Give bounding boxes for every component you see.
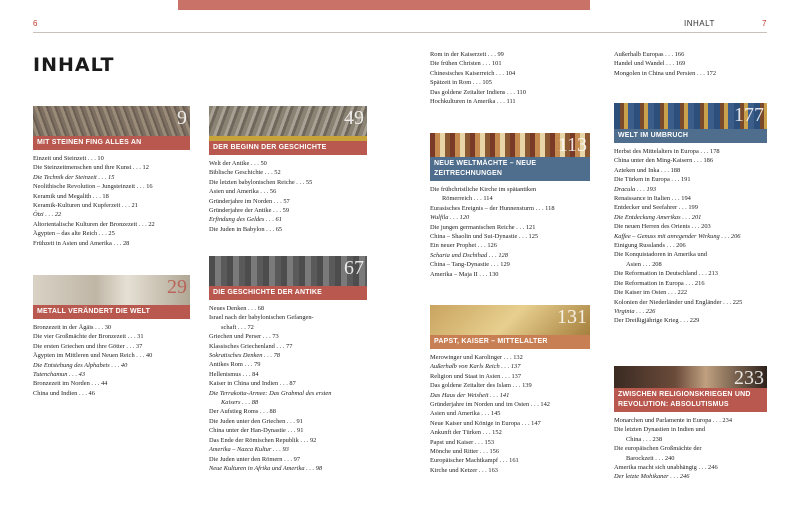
toc-entry: Die jungen germanischen Reiche . . . 121 (430, 223, 536, 231)
toc-list (430, 353, 590, 475)
toc-entry: Die Juden unter den Griechen . . . 91 (209, 417, 303, 425)
toc-entry: Asien und Amerika . . . 56 (209, 188, 277, 196)
toc-entry: Erfindung des Geldes . . . 61 (209, 216, 282, 224)
toc-list (430, 185, 590, 279)
toc-entry: Barockzeit . . . 240 (626, 454, 675, 462)
toc-entry: China . . . 238 (626, 435, 663, 443)
toc-entry: Tutenchamun . . . 43 (33, 371, 86, 379)
toc-entry: Ankunft der Türken . . . 152 (430, 429, 502, 437)
toc-entry: Altorientalische Kulturen der Bronzezeit . . . 22 (33, 220, 155, 228)
page-number: 6 (33, 19, 38, 28)
section-page-number: 233 (734, 367, 764, 388)
toc-entry: Handel und Wandel . . . 169 (614, 60, 686, 68)
header-rule (33, 32, 400, 33)
royal-portrait-image (614, 366, 767, 388)
toc-entry: Asien . . . 208 (626, 260, 662, 268)
toc-entry: Der Dreißigjährige Krieg . . . 229 (614, 317, 700, 325)
header-rule (400, 32, 767, 33)
toc-entry: Die Juden unter den Römern . . . 97 (209, 455, 301, 463)
section-heading: METALL VERÄNDERT DIE WELT (33, 305, 190, 319)
toc-entry: Der Aufstieg Roms . . . 88 (209, 408, 276, 416)
toc-entry: Herbst des Mittelalters in Europa . . . 178 (614, 148, 720, 155)
toc-entry: China unter den Ming-Kaisern . . . 186 (614, 157, 714, 165)
toc-entry: Hellenismus . . . 84 (209, 370, 259, 378)
toc-entry: Die europäischen Großmächte der (614, 445, 702, 453)
toc-entry: Dracula . . . 193 (614, 185, 657, 193)
top-color-bar (400, 0, 590, 10)
toc-entry: Das goldene Zeitalter Indiens . . . 110 (430, 88, 526, 96)
toc-entry: Das Haus der Weisheit . . . 141 (430, 391, 510, 399)
toc-continuation-col1 (430, 50, 590, 106)
toc-entry: Klassisches Griechenland . . . 77 (209, 342, 293, 350)
toc-entry: Monarchen und Parlamente in Europa . . . 234 (614, 417, 733, 424)
section-antike (209, 256, 367, 473)
toc-entry: Die letzten Dynastien in Indien und (614, 426, 706, 434)
section-religionskriege (614, 366, 767, 482)
toc-entry: Amerika – Nazca Kultur . . . 93 (209, 446, 289, 454)
toc-entry: Kaisers . . . 88 (221, 399, 259, 407)
toc-entry: Die ersten Griechen und ihre Götter . . . 37 (33, 342, 143, 350)
toc-entry: Die neuen Herren des Orients . . . 203 (614, 223, 711, 231)
toc-entry: Ötzi . . . 22 (33, 211, 62, 219)
toc-entry: Griechen und Perser . . . 73 (209, 333, 279, 341)
toc-entry: Die Steinzeitmenschen und ihre Kunst . . . 12 (33, 164, 149, 172)
section-heading: DIE GESCHICHTE DER ANTIKE (209, 286, 367, 300)
section-heading: NEUE WELTMÄCHTE – NEUE ZEITRECHNUNGEN (430, 157, 590, 181)
toc-entry: Die Konquistadoren in Amerika und (614, 251, 708, 259)
toc-list (430, 50, 590, 106)
section-heading: WELT IM UMBRUCH (614, 129, 767, 143)
right-page (400, 0, 800, 518)
toc-entry: Neue Kulturen in Afrika und Amerika . . . 98 (209, 464, 323, 472)
toc-entry: Ein neuer Prophet . . . 126 (430, 242, 497, 250)
toc-entry: Amerika macht sich unabhängig . . . 246 (614, 464, 718, 472)
toc-entry: Das Ende der Römischen Republik . . . 92 (209, 436, 317, 444)
section-mit-steinen (33, 106, 190, 248)
pope-portrait-image (430, 305, 590, 335)
toc-entry: Ägypten – das alte Reich . . . 25 (33, 230, 115, 238)
toc-entry: Chinesisches Kaiserreich . . . 104 (430, 69, 516, 77)
running-head: INHALT (684, 19, 715, 28)
toc-entry: Antikes Rom . . . 79 (209, 361, 261, 369)
toc-entry: Entdecker und Seefahrer . . . 199 (614, 204, 698, 212)
toc-entry: Kirche und Ketzer . . . 163 (430, 466, 498, 474)
section-heading: DER BEGINN DER GESCHICHTE (209, 136, 367, 155)
toc-entry: Europäischer Machtkampf . . . 161 (430, 457, 519, 465)
section-metall (33, 275, 190, 398)
toc-entry: Die Türken in Europa . . . 191 (614, 176, 691, 184)
toc-entry: Bronzezeit in der Ägäis . . . 30 (33, 324, 112, 331)
stone-tools-image (33, 106, 190, 136)
section-page-number: 177 (734, 104, 764, 126)
toc-entry: Keramik-Kulturen und Kupferzeit . . . 21 (33, 202, 138, 210)
toc-entry: Hochkulturen in Amerika . . . 111 (430, 98, 516, 106)
toc-entry: Rom in der Kaiserzeit . . . 99 (430, 51, 504, 58)
toc-entry: Ägypten im Mittleren und Neuen Reich . . . 40 (33, 352, 153, 360)
toc-entry: Israel nach der babylonischen Gefangen- (209, 314, 314, 322)
section-page-number: 9 (177, 107, 187, 129)
toc-entry: Spätzeit in Rom . . . 105 (430, 79, 492, 87)
section-papst-kaiser (430, 305, 590, 475)
toc-list (33, 323, 190, 398)
toc-entry: China und Indien . . . 46 (33, 389, 95, 397)
toc-entry: Die vier Großmächte der Bronzezeit . . . 31 (33, 333, 144, 341)
toc-entry: Welt der Antike . . . 50 (209, 160, 267, 167)
toc-list (209, 159, 367, 234)
section-page-number: 29 (167, 276, 187, 298)
toc-entry: Der letzte Mohikaner . . . 246 (614, 473, 690, 481)
page-number: 7 (762, 19, 767, 28)
toc-entry: Gründerjahre im Norden und im Osten . . . 142 (430, 401, 550, 409)
toc-entry: Neue Kaiser und Könige in Europa . . . 147 (430, 419, 541, 427)
section-page-number: 113 (557, 134, 587, 156)
toc-continuation-col2 (614, 50, 774, 78)
toc-entry: Bronzezeit im Norden . . . 44 (33, 380, 108, 388)
toc-list (209, 304, 367, 473)
section-page-number: 67 (344, 257, 364, 279)
metal-artifact-image (33, 275, 190, 305)
toc-entry: Azteken und Inka . . . 188 (614, 166, 681, 174)
toc-entry: Neues Denken . . . 68 (209, 305, 265, 312)
toc-entry: Außerhalb von Karls Reich . . . 137 (430, 363, 521, 371)
toc-entry: Mongolen in China und Persien . . . 172 (614, 69, 717, 77)
toc-entry: Scharia und Dschihad . . . 128 (430, 251, 508, 259)
chapel-ceiling-image (614, 103, 767, 129)
top-color-bar (178, 0, 400, 10)
toc-entry: Die frühchristliche Kirche im spätantiken (430, 186, 537, 193)
toc-entry: Gründerjahre im Norden . . . 57 (209, 197, 290, 205)
stone-relief-image (209, 106, 367, 136)
toc-entry: Die Terrakotta-Armee: Das Grabmal des ersten (209, 389, 332, 397)
toc-entry: Religion und Staat in Asien . . . 137 (430, 372, 522, 380)
toc-entry: Einzeit und Steinzeit . . . 10 (33, 155, 104, 162)
toc-entry: Eurasisches Ereignis – der Hunnensturm . . . 118 (430, 204, 555, 212)
toc-entry: Die Entstehung des Alphabets . . . 40 (33, 361, 128, 369)
toc-entry: Römerreich . . . 114 (442, 195, 493, 203)
toc-entry: Sokratisches Denken . . . 78 (209, 352, 280, 360)
toc-entry: China unter der Han-Dynastie . . . 91 (209, 427, 304, 435)
toc-entry: Merowinger und Karolinger . . . 132 (430, 354, 523, 361)
section-neue-weltmaechte (430, 133, 590, 279)
toc-entry: Mönche und Ritter . . . 156 (430, 448, 500, 456)
toc-entry: Virginia . . . 226 (614, 307, 656, 315)
toc-entry: Biblische Geschichte . . . 52 (209, 169, 281, 177)
toc-list (614, 147, 767, 326)
section-heading: PAPST, KAISER – MITTELALTER (430, 335, 590, 349)
toc-list (614, 50, 774, 78)
toc-entry: Kaffee – Genuss mit anregender Wirkung . . . 206 (614, 232, 741, 240)
toc-entry: Kaiser in China und Indien . . . 87 (209, 380, 296, 388)
toc-entry: Gründerjahre der Antike . . . 59 (209, 207, 290, 215)
toc-list (614, 416, 767, 482)
toc-entry: Die Kaiser im Osten . . . 222 (614, 289, 688, 297)
toc-entry: Kolonien der Niederländer und Engländer . . . 225 (614, 298, 743, 306)
toc-entry: Die Reformation in Deutschland . . . 213 (614, 270, 719, 278)
toc-entry: Renaissance in Italien . . . 194 (614, 195, 691, 203)
terracotta-warriors-image (209, 256, 367, 286)
toc-entry: China – Tang-Dynastie . . . 129 (430, 261, 510, 269)
toc-entry: Außerhalb Europas . . . 166 (614, 51, 685, 58)
mosaic-image (430, 133, 590, 157)
section-heading: MIT STEINEN FING ALLES AN (33, 136, 190, 150)
section-page-number: 49 (344, 107, 364, 129)
toc-entry: Die Entdeckung Amerikas . . . 201 (614, 213, 702, 221)
toc-entry: Die Reformation in Europa . . . 216 (614, 279, 705, 287)
toc-entry: schaft . . . 72 (221, 323, 254, 331)
toc-list (33, 154, 190, 248)
toc-entry: Die letzten babylonischen Reiche . . . 55 (209, 178, 313, 186)
toc-entry: Die Juden in Babylon . . . 65 (209, 225, 283, 233)
section-der-beginn (209, 106, 367, 234)
toc-entry: Keramik und Megalith . . . 18 (33, 192, 109, 200)
toc-entry: Die Technik der Steinzeit . . . 15 (33, 173, 115, 181)
toc-entry: Amerika – Maja II . . . 130 (430, 270, 499, 278)
section-heading: ZWISCHEN RELIGIONSKRIEGEN UND REVOLUTION: ABSOLUTISMUS (614, 388, 767, 412)
toc-entry: Neolithische Revolution – Jungsteinzeit . . . 16 (33, 183, 153, 191)
section-page-number: 131 (557, 306, 587, 328)
section-welt-im-umbruch (614, 103, 767, 326)
toc-entry: Frühzeit in Asien und Amerika . . . 28 (33, 239, 130, 247)
toc-entry: Papst und Kaiser . . . 153 (430, 438, 495, 446)
toc-entry: China – Shaolin und Sui-Dynastie . . . 125 (430, 233, 539, 241)
toc-entry: Wulfila . . . 120 (430, 214, 470, 222)
toc-entry: Einigung Russlands . . . 206 (614, 242, 686, 250)
toc-entry: Das goldene Zeitalter des Islam . . . 139 (430, 382, 532, 390)
toc-entry: Die frühen Christen . . . 101 (430, 60, 502, 68)
page-title: INHALT (33, 54, 115, 76)
toc-entry: Asien und Amerika . . . 145 (430, 410, 501, 418)
